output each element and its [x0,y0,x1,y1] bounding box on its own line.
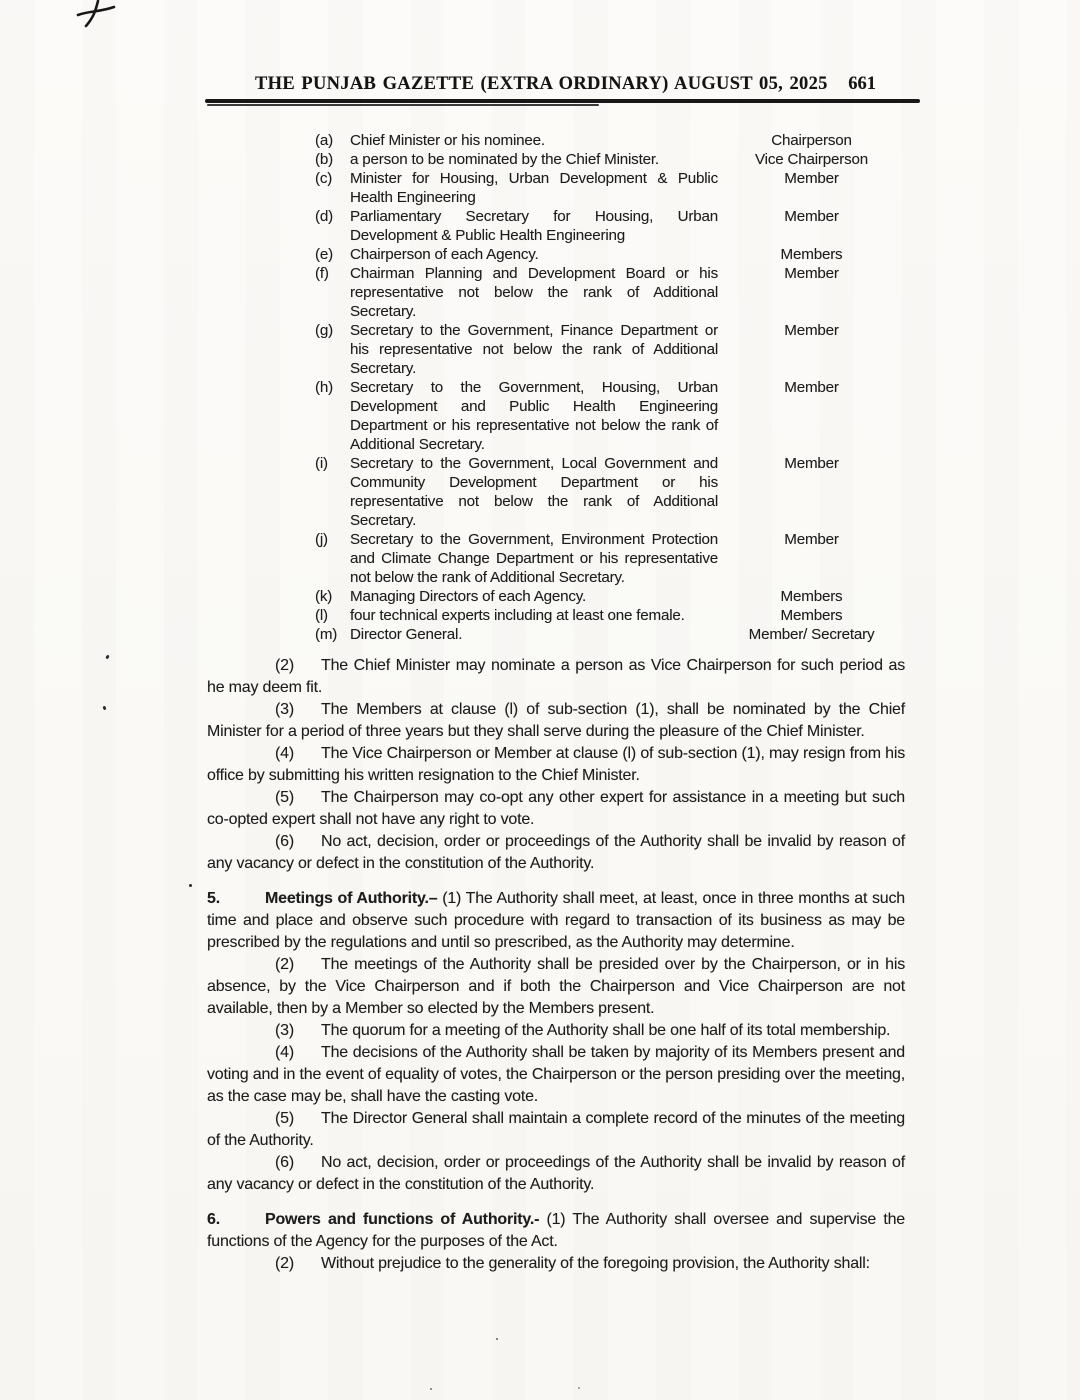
item-text: four technical experts including at least one female. [350,607,685,624]
document-body [207,131,905,1275]
item-text: Chairperson of each Agency. [350,246,539,263]
paragraph [207,831,905,875]
item-text: Secretary to the Government, Finance Department or his representative not below the rank of Additional Secretary. [350,322,718,377]
composition-item [315,587,905,606]
paragraph [207,655,905,699]
item-role: Chairperson [771,132,852,149]
item-text: Parliamentary Secretary for Housing, Urban Development & Public Health Engineering [350,208,718,244]
ink-speck [578,1387,580,1389]
item-text: Secretary to the Government, Local Government and Community Development Department or his representative not below the rank of Additional Secretary. [350,455,718,529]
item-text: Minister for Housing, Urban Development & Public Health Engineering [350,170,718,206]
paragraph-number: (5) [275,789,294,806]
ink-speck [102,706,106,711]
section-number: 6. [207,1211,220,1228]
composition-item [315,530,905,587]
section-intro-text: (1) The Authority shall oversee and supervise the functions of the Agency for the purposes of the Act. [207,1211,905,1250]
section-number: 5. [207,890,220,907]
item-role: Member [784,170,839,187]
section-4-paragraphs [207,655,905,875]
section-intro-text: (1) The Authority shall meet, at least, once in three months at such time and place and observe such procedure with regard to transaction of its business as may be prescribed by the regulations and until so prescribed, as the Authority may determine. [207,890,905,951]
composition-item [315,606,905,625]
section-5-intro [207,888,905,954]
composition-item [315,264,905,321]
item-label: (l) [315,607,328,624]
item-role: Members [780,588,843,605]
paragraph-number: (2) [275,657,294,674]
item-text: Secretary to the Government, Environment Protection and Climate Change Department or his representative not below the rank of Additional Secretary. [350,531,718,586]
header-title: THE PUNJAB GAZETTE (EXTRA ORDINARY) AUGUST 05, 2025 [255,74,828,94]
paragraph-text: No act, decision, order or proceedings of the Authority shall be invalid by reason of any vacancy or defect in the constitution of the Authority. [207,1154,905,1193]
item-text: a person to be nominated by the Chief Minister. [350,151,659,168]
paragraph-number: (5) [275,1110,294,1127]
composition-list [315,131,905,644]
composition-item [315,150,905,169]
paragraph-text: The Chairperson may co-opt any other expert for assistance in a meeting but such co-opted expert shall not have any right to vote. [207,789,905,828]
page-header [205,74,920,100]
item-label: (e) [315,246,333,263]
paragraph-number: (3) [275,701,294,718]
composition-item [315,625,905,644]
section-6-intro [207,1209,905,1253]
paragraph-number: (4) [275,1044,294,1061]
paragraph [207,787,905,831]
paragraph [207,1253,905,1275]
paragraph-number: (6) [275,1154,294,1171]
ink-speck [105,655,110,660]
paragraph-number: (2) [275,1255,294,1272]
item-text: Chairman Planning and Development Board or his representative not below the rank of Additional Secretary. [350,265,718,320]
item-text: Chief Minister or his nominee. [350,132,545,149]
ink-speck [430,1388,432,1390]
paragraph-text: The Director General shall maintain a complete record of the minutes of the meeting of the Authority. [207,1110,905,1149]
header-page-number: 661 [848,74,876,94]
item-role: Vice Chairperson [754,151,869,168]
item-label: (g) [315,322,333,339]
composition-item [315,454,905,530]
header-rule [205,99,920,103]
item-label: (a) [315,132,333,149]
composition-item [315,378,905,454]
composition-item [315,321,905,378]
paragraph-text: The quorum for a meeting of the Authority shall be one half of its total membership. [321,1022,891,1039]
paragraph [207,1152,905,1196]
item-label: (f) [315,265,329,282]
paragraph-number: (2) [275,956,294,973]
section-heading: Powers and functions of Authority.- [265,1211,540,1228]
paragraph-text: No act, decision, order or proceedings of the Authority shall be invalid by reason of any vacancy or defect in the constitution of the Authority. [207,833,905,872]
paragraph-number: (6) [275,833,294,850]
section-5 [207,888,905,1196]
item-role: Member [784,455,839,472]
item-role: Member [784,265,839,282]
item-label: (c) [315,170,333,187]
paragraph [207,699,905,743]
paragraph-text: The Members at clause (l) of sub-section (1), shall be nominated by the Chief Minister for a period of three years but they shall serve during the pleasure of the Chief Minister. [207,701,905,740]
pen-mark-icon [74,0,118,30]
item-role: Members [780,246,843,263]
item-label: (j) [315,531,328,548]
paragraph-text: The Vice Chairperson or Member at clause (l) of sub-section (1), may resign from his office by submitting his written resignation to the Chief Minister. [207,745,905,784]
item-role: Member [784,531,839,548]
paragraph [207,743,905,787]
item-label: (b) [315,151,333,168]
item-role: Members [780,607,843,624]
paragraph-text: The Chief Minister may nominate a person as Vice Chairperson for such period as he may deem fit. [207,657,905,696]
paragraph [207,1108,905,1152]
composition-item [315,245,905,264]
item-role: Member [784,379,839,396]
item-role: Member [784,208,839,225]
item-label: (h) [315,379,333,396]
paragraph-text: The meetings of the Authority shall be presided over by the Chairperson, or in his absence, by the Vice Chairperson and if both the Chairperson and Vice Chairperson are not available, then by a Member so elected by the Members present. [207,956,905,1017]
paragraph [207,954,905,1020]
paragraph [207,1042,905,1108]
item-text: Secretary to the Government, Housing, Urban Development and Public Health Engineering Department or his representative not below the rank of Additional Secretary. [350,379,718,453]
paragraph-number: (4) [275,745,294,762]
item-label: (k) [315,588,333,605]
paragraph [207,1020,905,1042]
section-6 [207,1209,905,1275]
ink-speck [496,1338,498,1340]
paragraph-text: Without prejudice to the generality of the foregoing provision, the Authority shall: [321,1255,870,1272]
composition-item [315,131,905,150]
section-heading: Meetings of Authority.– [265,890,438,907]
paragraph-text: The decisions of the Authority shall be taken by majority of its Members present and voting and in the event of equality of votes, the Chairperson or the person presiding over the meeting, as the case may be, shall have the casting vote. [207,1044,905,1105]
composition-item [315,207,905,245]
item-text: Director General. [350,626,463,643]
item-label: (m) [315,626,338,643]
item-role: Member [784,322,839,339]
paragraph-number: (3) [275,1022,294,1039]
ink-speck [189,884,192,887]
item-text: Managing Directors of each Agency. [350,588,587,605]
item-label: (i) [315,455,328,472]
composition-item [315,169,905,207]
item-role: Member/ Secretary [748,626,875,643]
item-label: (d) [315,208,333,225]
